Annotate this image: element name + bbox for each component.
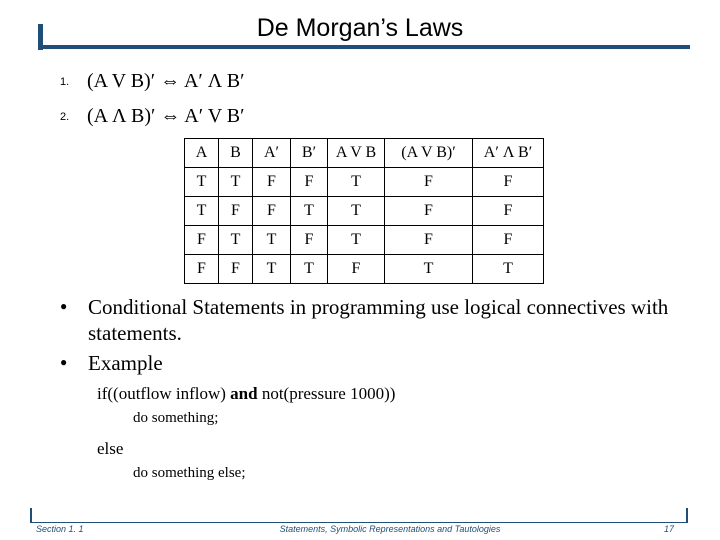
code-else-body-line: do something else; [133, 465, 246, 481]
table-header-cell: A V B [328, 139, 385, 168]
table-header-row [185, 139, 544, 168]
code-if-prefix: if((outflow inflow) [97, 384, 231, 403]
table-cell: F [291, 168, 328, 197]
table-cell: T [328, 226, 385, 255]
law-2 [60, 105, 245, 128]
table-cell: F [219, 255, 253, 284]
table-cell: T [185, 197, 219, 226]
truth-table [184, 138, 544, 284]
table-cell: T [473, 255, 544, 284]
table-cell: F [291, 226, 328, 255]
footer-section: Section 1. 1 [36, 524, 84, 534]
table-header-cell: A′ [253, 139, 291, 168]
table-cell: F [328, 255, 385, 284]
table-cell: F [473, 168, 544, 197]
table-header-cell: B′ [291, 139, 328, 168]
table-cell: F [385, 168, 473, 197]
table-row [185, 255, 544, 284]
table-cell: T [219, 168, 253, 197]
table-cell: F [473, 226, 544, 255]
footer-rule-left [30, 508, 32, 523]
table-header-cell: A′ Λ B′ [473, 139, 544, 168]
table-header-cell: (A V B)′ [385, 139, 473, 168]
footer-rule-right [686, 508, 688, 523]
title-rule-horizontal [38, 45, 690, 49]
law-1-text: (A V B)′ ⇔ A′ Λ B′ [87, 70, 245, 92]
code-if-line [97, 384, 395, 404]
table-cell: T [219, 226, 253, 255]
footer-title: Statements, Symbolic Representations and Tautologies [279, 524, 501, 534]
table-cell: T [253, 255, 291, 284]
table-cell: F [185, 226, 219, 255]
code-then-line: do something; [133, 410, 219, 426]
table-cell: F [219, 197, 253, 226]
table-cell: F [185, 255, 219, 284]
footer-rule [30, 522, 688, 523]
table-cell: F [253, 197, 291, 226]
law-2-number: 2. [60, 111, 70, 124]
table-row [185, 197, 544, 226]
table-cell: T [291, 255, 328, 284]
table-cell: T [328, 197, 385, 226]
law-1-number: 1. [60, 76, 70, 89]
law-2-text: (A Λ B)′ ⇔ A′ V B′ [87, 105, 245, 127]
table-cell: F [385, 197, 473, 226]
table-cell: F [385, 226, 473, 255]
table-cell: T [253, 226, 291, 255]
bullet-conditional-statements: Conditional Statements in programming use logical connectives with statements. [88, 295, 669, 345]
code-and-keyword: and [230, 384, 258, 403]
table-cell: T [328, 168, 385, 197]
table-cell: T [185, 168, 219, 197]
page-title: De Morgan’s Laws [256, 14, 464, 42]
table-header-cell: B [219, 139, 253, 168]
table-cell: T [291, 197, 328, 226]
law-1 [60, 70, 245, 93]
table-cell: T [385, 255, 473, 284]
bullet-dot-icon: ● [60, 355, 68, 369]
table-row [185, 168, 544, 197]
bullet-example: Example [88, 351, 163, 375]
bullet-dot-icon: ● [60, 299, 68, 313]
table-header-cell: A [185, 139, 219, 168]
code-if-suffix: not(pressure 1000)) [257, 384, 396, 403]
code-else-line: else [97, 439, 124, 458]
table-row [185, 226, 544, 255]
table-cell: F [473, 197, 544, 226]
footer-page-number: 17 [664, 524, 675, 534]
table-cell: F [253, 168, 291, 197]
